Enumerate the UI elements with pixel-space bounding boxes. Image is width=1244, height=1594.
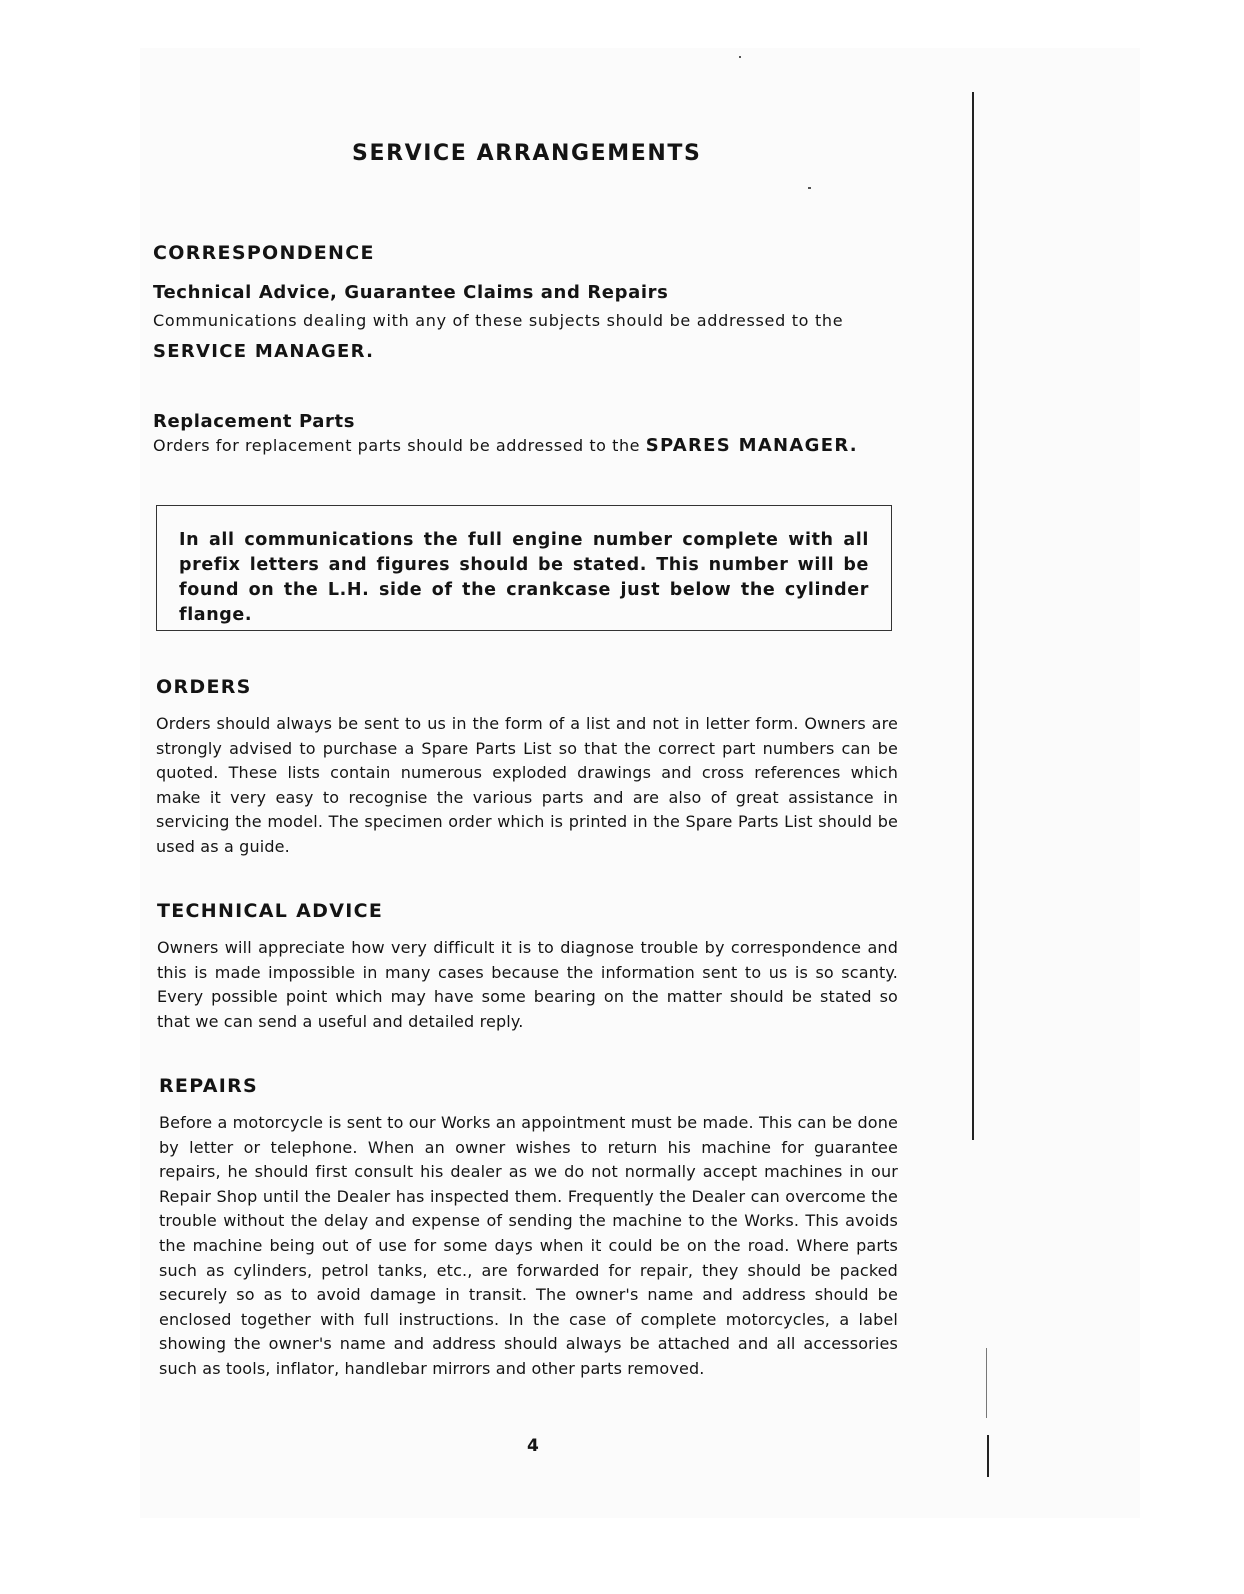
engine-number-notice-text: In all communications the full engine number complete with all prefix letters and figures should be stated. This number will be found on the L.H. side of the crankcase just below the cylinder flange. [179,530,869,625]
correspondence-section [153,242,898,264]
technical-advice-text: Communications dealing with any of these subjects should be addressed to the [153,311,844,330]
binder-edge-line-faint [986,1348,987,1418]
technical-advice-body: Owners will appreciate how very difficult it is to diagnose trouble by correspondence and this is made impossible in many cases because the information sent to us is so scanty. Every possible point which may have some bearing on the matter should be stated so that we can send a useful and detailed reply. [157,938,898,1031]
orders-heading: ORDERS [156,676,252,698]
technical-advice-heading: TECHNICAL ADVICE [157,900,384,922]
binder-edge-line-lower [987,1435,989,1477]
orders-section [153,676,898,860]
page-title: SERVICE ARRANGEMENTS [352,141,702,166]
service-manager-line [153,340,898,365]
repairs-section [153,1075,898,1382]
service-manager-label: SERVICE MANAGER. [153,340,375,362]
scan-speck [739,56,741,58]
repairs-text: Before a motorcycle is sent to our Works an appointment must be made. This can be done by letter or telephone. When an owner wishes to return his machine for guarantee repairs, he should first consult his dealer as we do not normally accept machines in our Repair Shop until the Dealer has inspected them. Frequently the Dealer can overcome the trouble without the delay and expense of sending the machine to the Works. This avoids the machine being out of use for some days when it could be on the road. Where parts such as cylinders, petrol tanks, etc., are forwarded for repair, they should be packed securely so as to avoid damage in transit. The owner's name and address should be enclosed together with full instructions. In the case of complete motorcycles, a label showing the owner's name and address should always be attached and all accessories such as tools, inflator, handlebar mirrors and other parts removed. [159,1113,898,1378]
engine-number-notice-box [156,505,892,631]
spares-manager-label: SPARES MANAGER. [645,435,858,456]
binder-edge-line [972,92,974,1140]
repairs-heading: REPAIRS [159,1075,258,1097]
replacement-parts-text: Orders for replacement parts should be addressed to the [153,436,641,455]
technical-advice-subsection [153,282,898,364]
replacement-parts-line [153,434,898,459]
page-number: 4 [527,1436,539,1456]
scan-speck [808,187,811,189]
replacement-parts-subsection [153,411,898,459]
orders-text: Orders should always be sent to us in the form of a list and not in letter form. Owners are strongly advised to purchase a Spare Parts List so that the correct part numbers can be quoted. These lists contain numerous exploded drawings and cross references which make it very easy to recognise the various parts and are also of great assistance in servicing the model. The specimen order which is printed in the Spare Parts List should be used as a guide. [156,714,898,856]
technical-advice-section [153,900,898,1034]
correspondence-heading: CORRESPONDENCE [153,242,375,264]
replacement-parts-subheading: Replacement Parts [153,411,356,432]
technical-advice-subheading: Technical Advice, Guarantee Claims and Repairs [153,282,669,303]
